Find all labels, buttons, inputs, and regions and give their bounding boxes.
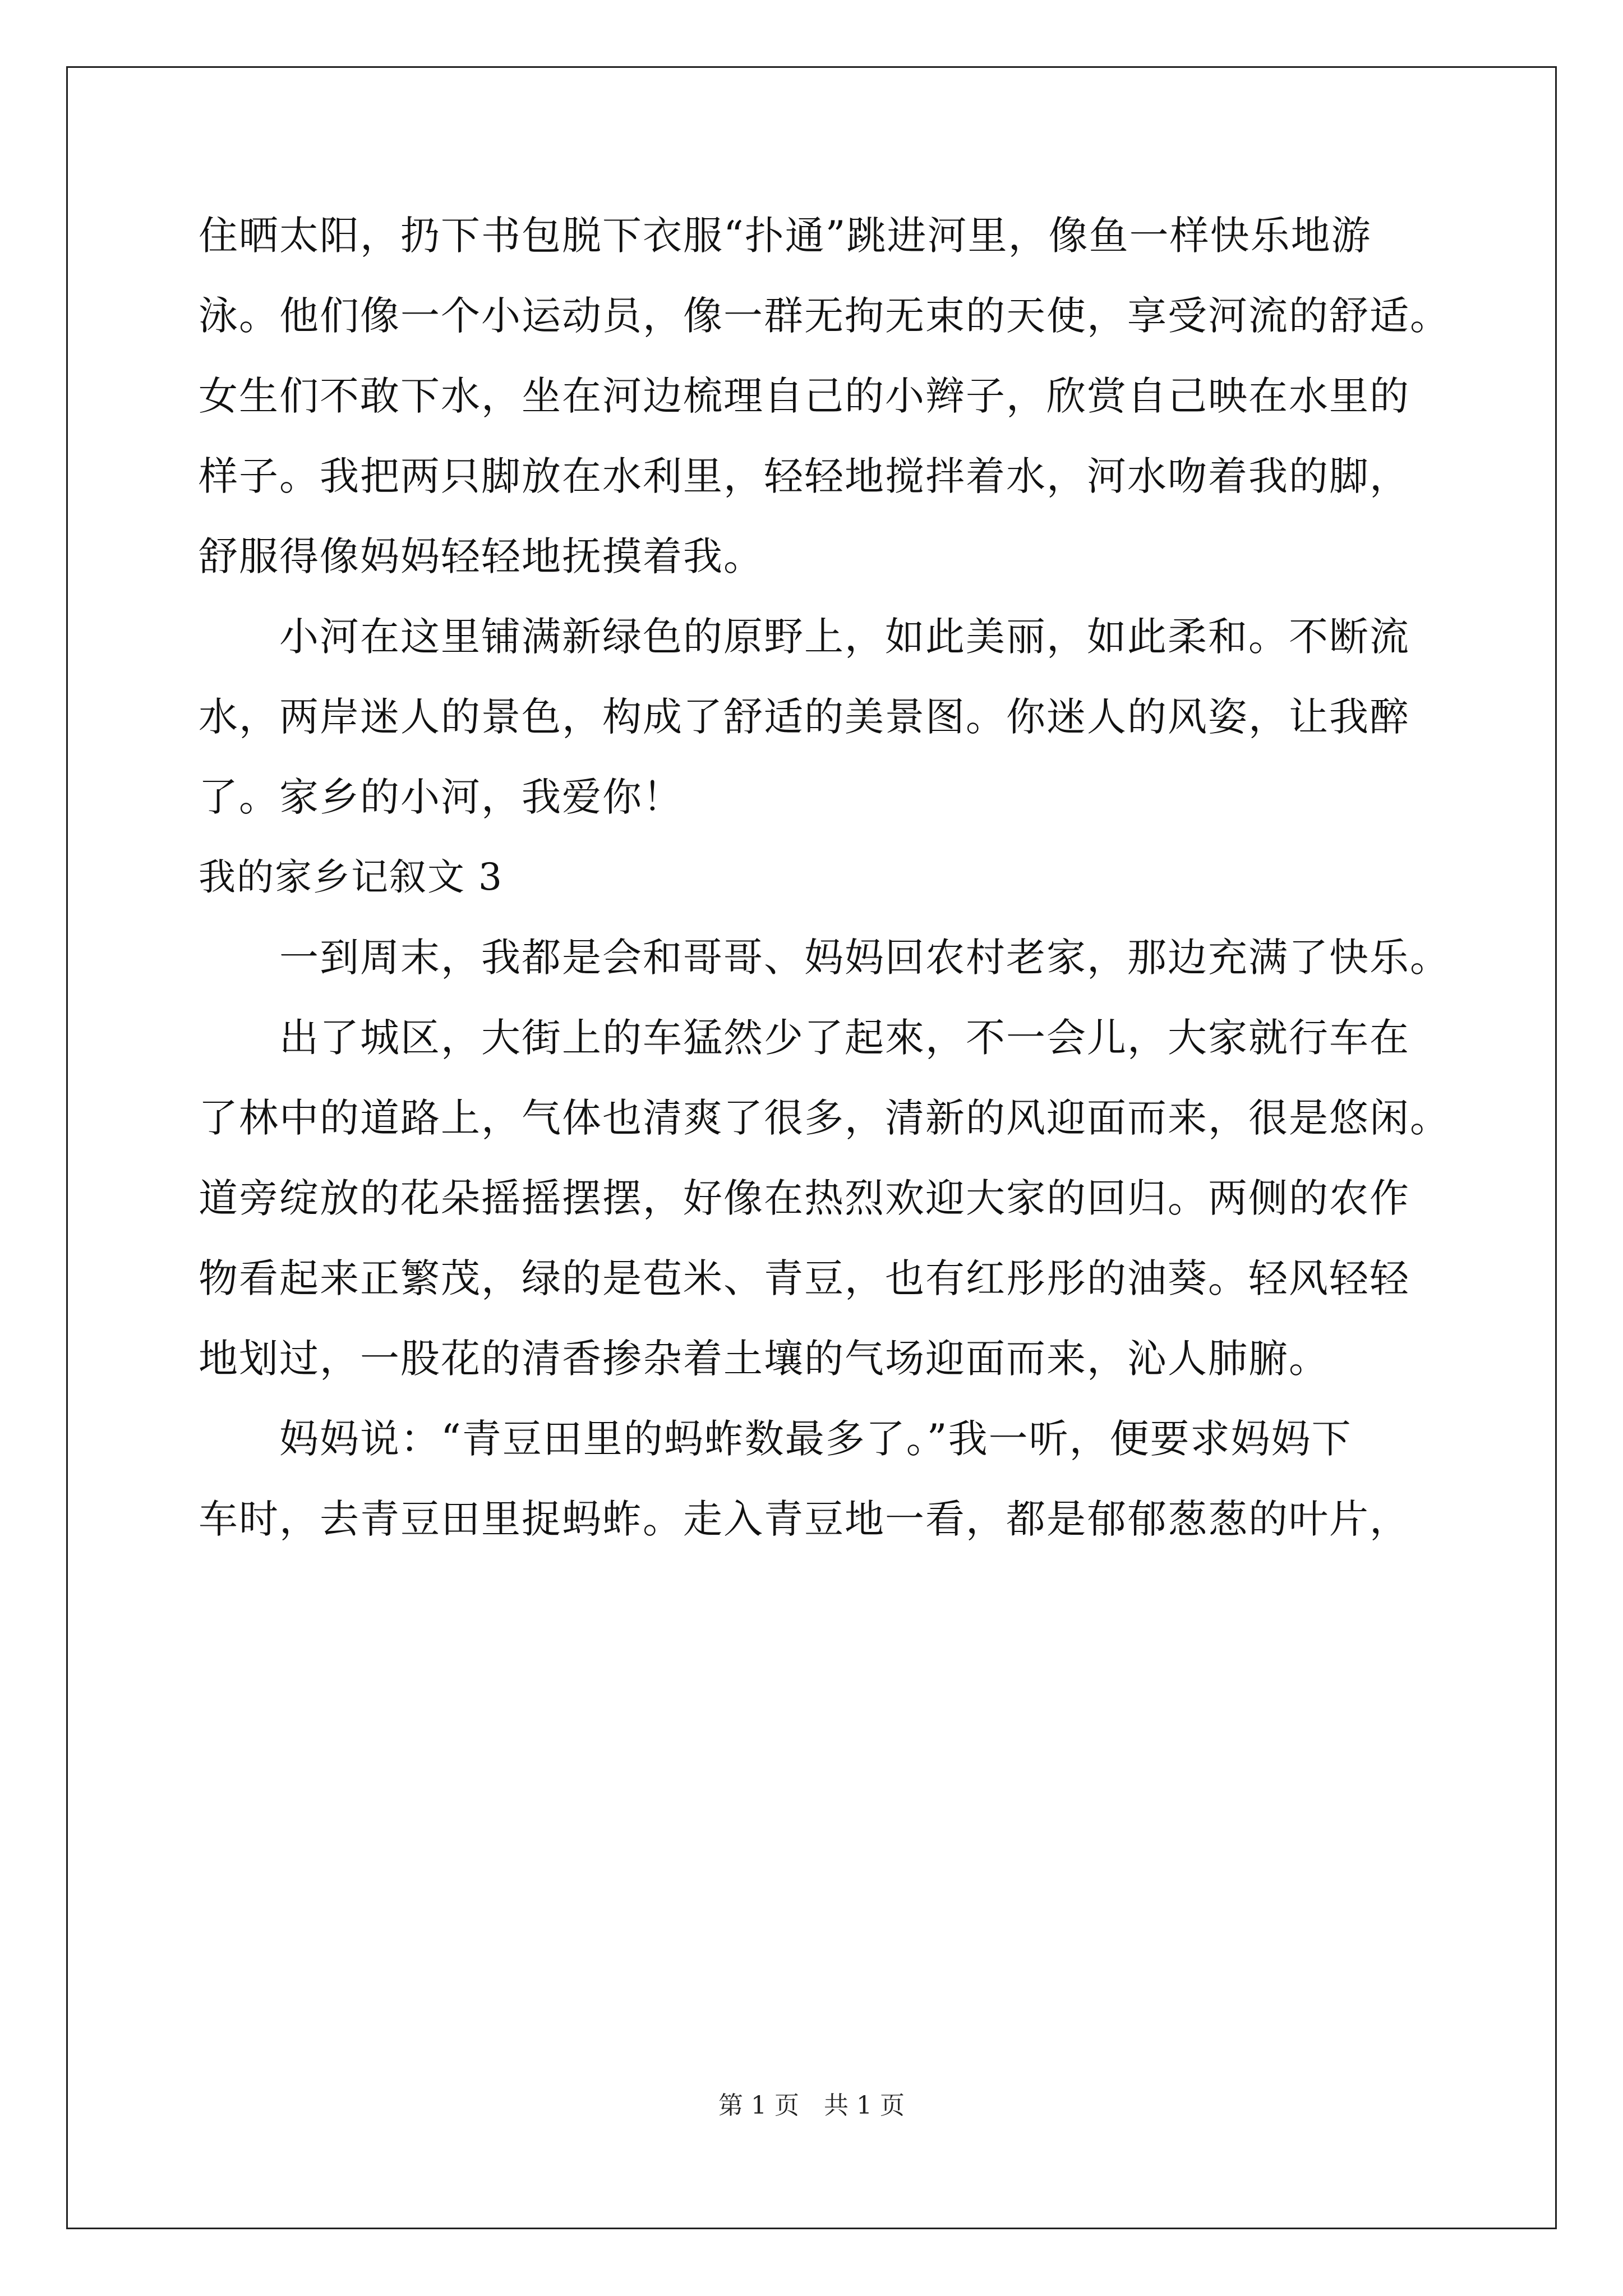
text-line: 物看起来正繁茂，绿的是苞米、青豆，也有红彤彤的油葵。轻风轻轻 <box>199 1255 1410 1301</box>
text-line: 水，两岸迷人的景色，构成了舒适的美景图。你迷人的风姿，让我醉 <box>199 694 1410 740</box>
text-line: 出了城区，大街上的车猛然少了起來，不一会儿，大家就行车在 <box>199 1015 1410 1061</box>
text-line: 妈妈说：“青豆田里的蚂蚱数最多了。”我一听，便要求妈妈下 <box>199 1416 1352 1462</box>
text-line: 了林中的道路上，气体也清爽了很多，清新的风迎面而来，很是悠闲。 <box>199 1095 1450 1141</box>
section-heading: 我的家乡记叙文 3 <box>199 855 503 899</box>
text-line: 住晒太阳，扔下书包脱下衣服“扑通”跳进河里，像鱼一样快乐地游 <box>199 213 1372 259</box>
text-line: 小河在这里铺满新绿色的原野上，如此美丽，如此柔和。不断流 <box>199 614 1410 660</box>
page-footer: 第 1 页 共 1 页 <box>718 2091 905 2120</box>
text-line: 地划过，一股花的清香掺杂着土壤的气场迎面而来，沁人肺腑。 <box>199 1336 1329 1382</box>
text-line: 了。家乡的小河，我爱你！ <box>199 774 683 820</box>
text-line: 一到周末，我都是会和哥哥、妈妈回农村老家，那边充满了快乐。 <box>199 935 1450 981</box>
text-line: 舒服得像妈妈轻轻地抚摸着我。 <box>199 533 764 579</box>
text-line: 车时，去青豆田里捉蚂蚱。走入青豆地一看，都是郁郁葱葱的叶片， <box>199 1496 1410 1542</box>
text-line: 道旁绽放的花朵摇摇摆摆，好像在热烈欢迎大家的回归。两侧的农作 <box>199 1175 1410 1221</box>
text-line: 泳。他们像一个小运动员，像一群无拘无束的天使，享受河流的舒适。 <box>199 293 1450 339</box>
text-line: 样子。我把两只脚放在水利里，轻轻地搅拌着水，河水吻着我的脚， <box>199 453 1410 499</box>
text-line: 女生们不敢下水，坐在河边梳理自己的小辫子，欣赏自己映在水里的 <box>199 373 1410 419</box>
